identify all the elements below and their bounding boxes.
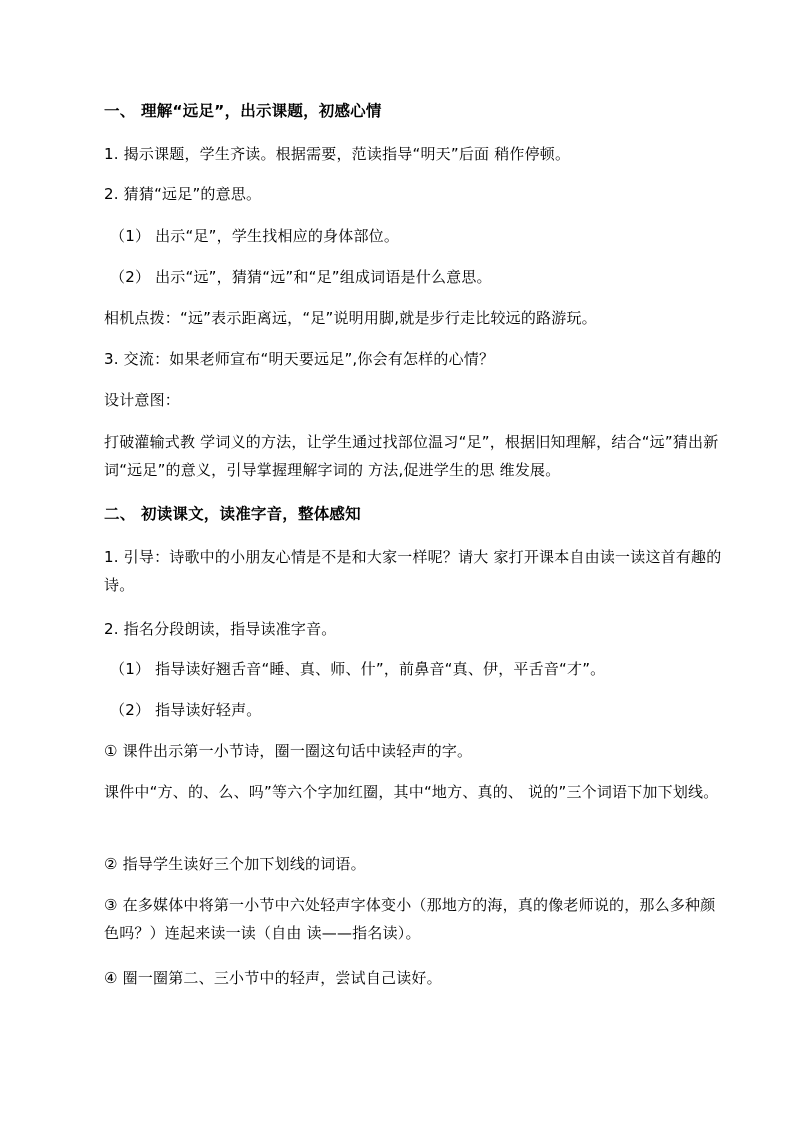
paragraph: 课件中“方、的、么、吗”等六个字加红圈，其中“地方、真的、 说的”三个词语下加下划线。 (104, 783, 719, 801)
paragraph: 1. 引导：诗歌中的小朋友心情是不是和大家一样呢？请大 家打开课本自由读一读这首有趣的诗。 (104, 548, 722, 594)
paragraph: ① 课件出示第一小节诗，圈一圈这句话中读轻声的字。 (104, 742, 473, 760)
paragraph: ④ 圈一圈第二、三小节中的轻声，尝试自己读好。 (104, 969, 442, 987)
paragraph: 2. 指名分段朗读，指导读准字音。 (104, 620, 337, 638)
paragraph: ③ 在多媒体中将第一小节中六处轻声字体变小（那地方的海，真的像老师说的，那么多种颜色吗？）连起来读一读（自由 读——指名读）。 (104, 896, 716, 942)
paragraph: （2） 指导读好轻声。 (110, 701, 262, 719)
paragraph: 3. 交流：如果老师宣布“明天要远足”,你会有怎样的心情？ (104, 350, 495, 368)
paragraph: （1） 指导读好翘舌音“睡、真、师、什”，前鼻音“真、伊，平舌音“才”。 (110, 660, 606, 678)
paragraph: 打破灌输式教 学词义的方法，让学生通过找部位温习“足”，根据旧知理解，结合“远”猜出新 词“远足”的意义，引导掌握理解字词的 方法,促进学生的思 维发展。 (104, 433, 719, 479)
paragraph: 1. 揭示课题，学生齐读。根据需要，范读指导“明天”后面 稍作停顿。 (104, 145, 571, 163)
section-two-heading: 二、 初读课文，读准字音，整体感知 (104, 505, 361, 523)
paragraph: 2. 猜猜“远足”的意思。 (104, 185, 262, 203)
paragraph: 设计意图： (104, 391, 181, 409)
paragraph: （1） 出示“足”，学生找相应的身体部位。 (110, 227, 400, 245)
paragraph: ② 指导学生读好三个加下划线的词语。 (104, 855, 366, 873)
paragraph: 相机点拨：“远”表示距离远，“足”说明用脚,就是步行走比较远的路游玩。 (104, 309, 597, 327)
paragraph: （2） 出示“远”，猜猜“远”和“足”组成词语是什么意思。 (110, 268, 492, 286)
section-one-heading: 一、 理解“远足”，出示课题，初感心情 (104, 102, 382, 120)
